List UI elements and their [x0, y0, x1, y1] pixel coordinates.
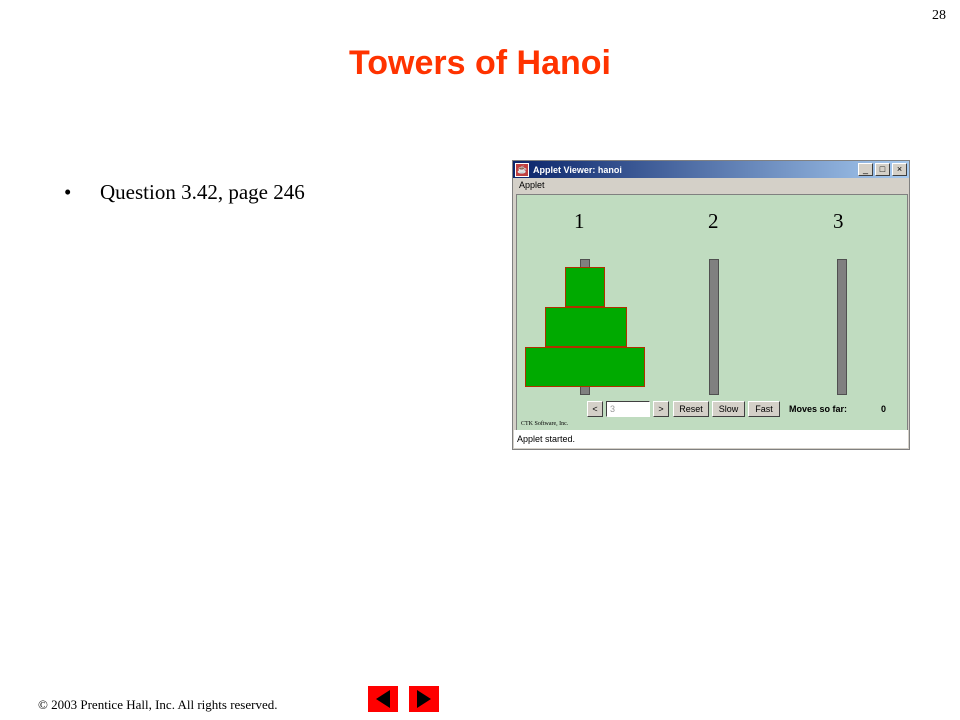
- disk-small[interactable]: [565, 267, 605, 307]
- disk-large[interactable]: [525, 347, 645, 387]
- menubar: [513, 178, 909, 192]
- minimize-button[interactable]: _: [858, 163, 873, 176]
- slide-number: 28: [932, 8, 946, 23]
- fast-button[interactable]: Fast: [748, 401, 780, 417]
- maximize-button[interactable]: □: [875, 163, 890, 176]
- slide-title: Towers of Hanoi: [349, 44, 611, 82]
- peg-label-3: 3: [833, 209, 844, 233]
- window-titlebar[interactable]: [513, 161, 909, 178]
- applet-controls: [517, 395, 907, 421]
- peg-label-1: 1: [574, 209, 585, 233]
- close-button[interactable]: ×: [892, 163, 907, 176]
- applet-viewer-window: [512, 160, 910, 450]
- bullet-item: [64, 180, 305, 205]
- credit-text: CTK Software, Inc.: [521, 421, 569, 427]
- java-icon: ☕: [515, 163, 529, 177]
- bullet-text: Question 3.42, page 246: [100, 180, 305, 204]
- peg-3: [837, 259, 847, 395]
- triangle-left-icon: [368, 686, 398, 712]
- reset-button[interactable]: Reset: [673, 401, 709, 417]
- slow-button[interactable]: Slow: [712, 401, 745, 417]
- moves-label: Moves so far:: [789, 404, 848, 414]
- menu-applet[interactable]: Applet: [519, 180, 545, 190]
- previous-slide-button[interactable]: [368, 686, 398, 712]
- copyright-text: © 2003 Prentice Hall, Inc. All rights reserved.: [38, 697, 278, 712]
- hanoi-applet: [516, 194, 908, 432]
- peg-label-2: 2: [708, 209, 719, 233]
- next-count-button[interactable]: >: [653, 401, 669, 417]
- disk-count-field[interactable]: 3: [606, 401, 650, 417]
- moves-count: 0: [881, 404, 887, 414]
- bullet-icon: •: [64, 180, 72, 204]
- disk-medium[interactable]: [545, 307, 627, 347]
- prev-count-button[interactable]: <: [587, 401, 603, 417]
- next-slide-button[interactable]: [409, 686, 439, 712]
- window-title: Applet Viewer: hanoi: [533, 164, 622, 175]
- status-bar: Applet started.: [514, 430, 908, 448]
- triangle-right-icon: [409, 686, 439, 712]
- peg-2: [709, 259, 719, 395]
